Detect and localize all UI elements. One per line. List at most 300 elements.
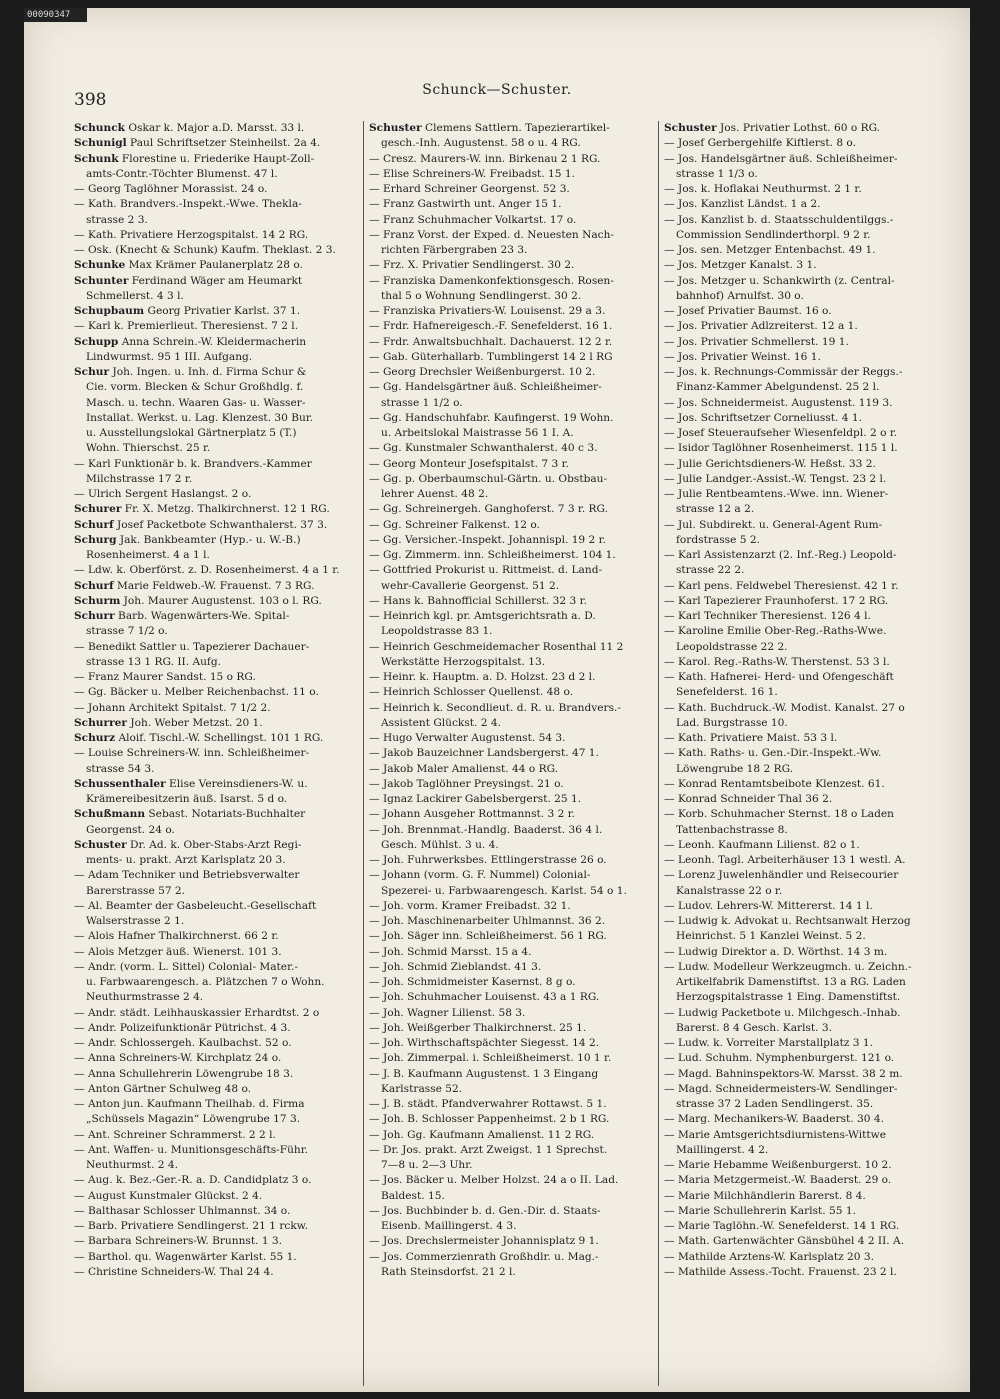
entry-line [369, 1173, 654, 1188]
entry-line [74, 319, 359, 334]
entry-line [369, 853, 654, 868]
entry-line [369, 197, 654, 212]
entry-line [369, 533, 654, 548]
entry-text: — Marie Amtsgerichtsdiurnistens-Wittwe [664, 1128, 886, 1141]
entry-text: — Karl Assistenzarzt (2. Inf.-Reg.) Leopold- [664, 549, 897, 561]
surname: Schurf [74, 579, 114, 592]
entry-line [74, 670, 359, 685]
entry-text: — Christine Schneiders-W. Thal 24 4. [74, 1265, 274, 1278]
entry-line [664, 1219, 949, 1234]
entry-text: strasse 13 1 RG. II. Aufg. [86, 655, 221, 668]
entry-text: Maillingerst. 4 2. [676, 1143, 769, 1156]
entry-text: Herzogspitalstrasse 1 Eing. Damenstiftst. [676, 991, 901, 1004]
entry-text: — Gab. Güterhallarb. Tumblingerst 14 2 l RG [369, 350, 613, 363]
entry-heading-line [369, 121, 654, 136]
entry-line [369, 929, 654, 944]
surname: Schupp [74, 335, 119, 348]
entry-text: — Jos. Privatier Schmellerst. 19 1. [664, 335, 849, 348]
entry-line [369, 960, 654, 975]
entry-text: — Heinrich k. Secondlieut. d. R. u. Brandvers.- [369, 701, 621, 714]
entry-line [74, 853, 359, 868]
entry-line [664, 853, 949, 868]
entry-line [369, 609, 654, 624]
entry-line [664, 594, 949, 609]
entry-line [664, 457, 949, 472]
entry-text: — Elise Schreiners-W. Freibadst. 15 1. [369, 167, 575, 180]
entry-line [664, 975, 949, 990]
entry-line [369, 838, 654, 853]
entry-text: — Jos. sen. Metzger Entenbachst. 49 1. [664, 244, 876, 256]
entry-text: — Alois Hafner Thalkirchnerst. 66 2 r. [74, 930, 279, 943]
entry-text: u. Farbwaarengesch. a. Plätzchen 7 o Wohn. [86, 976, 325, 988]
entry-text: — Benedikt Sattler u. Tapezierer Dachauer- [74, 640, 310, 653]
entry-heading-line [74, 579, 359, 594]
entry-text: — Franz Gastwirth unt. Anger 15 1. [369, 198, 562, 211]
entry-line [664, 197, 949, 212]
entry-line [74, 1234, 359, 1249]
entry-text: Tattenbachstrasse 8. [676, 823, 788, 836]
entry-text: — Erhard Schreiner Georgenst. 52 3. [369, 183, 570, 195]
entry-line [369, 792, 654, 807]
surname: Schuster [74, 838, 127, 851]
entry-text: Barerstrasse 57 2. [86, 884, 186, 897]
entry-text: Oskar k. Major a.D. Marsst. 33 l. [125, 122, 305, 134]
entry-line [74, 289, 359, 304]
entry-line [369, 136, 654, 151]
entry-text: — Joh. B. Schlosser Pappenheimst. 2 b 1 RG. [369, 1113, 610, 1126]
entry-text: — Konrad Schneider Thal 36 2. [664, 793, 833, 805]
entry-text: — Georg Taglöhner Morassist. 24 o. [74, 183, 268, 195]
entry-line [74, 411, 359, 426]
entry-text: — Ludwig Packetbote u. Milchgesch.-Inhab. [664, 1006, 901, 1019]
entry-line [664, 289, 949, 304]
entry-text: — Joh. Schuhmacher Louisenst. 43 a 1 RG. [369, 991, 600, 1004]
entry-text: — Franziska Damenkonfektionsgesch. Rosen- [369, 274, 614, 287]
entry-text: Neuthurmstrasse 2 4. [86, 991, 204, 1004]
entry-line [664, 990, 949, 1005]
entry-text: — Jakob Taglöhner Preysingst. 21 o. [369, 777, 564, 790]
entry-line [664, 319, 949, 334]
entry-column-3 [664, 121, 949, 1280]
entry-line [664, 716, 949, 731]
entry-line [369, 1112, 654, 1127]
entry-text: — Karol. Reg.-Raths-W. Therstenst. 53 3 l. [664, 655, 890, 668]
entry-text: — Mathilde Assess.-Tocht. Frauenst. 23 2 l. [664, 1265, 897, 1278]
entry-text: gesch.-Inh. Augustenst. 58 o u. 4 RG. [381, 137, 581, 150]
entry-line [369, 1051, 654, 1066]
entry-line [369, 1036, 654, 1051]
entry-text: — Jos. Handelsgärtner äuß. Schleißheimer- [664, 152, 898, 165]
entry-text: — Anton Gärtner Schulweg 48 o. [74, 1082, 252, 1095]
entry-heading-line [74, 274, 359, 289]
entry-line [664, 777, 949, 792]
entry-text: — Jos. Drechslermeister Johannisplatz 9 1. [369, 1235, 599, 1248]
entry-line [369, 1250, 654, 1265]
entry-line [369, 319, 654, 334]
entry-heading-line [74, 121, 359, 136]
entry-text: — Gg. Bäcker u. Melber Reichenbachst. 11 o. [74, 686, 319, 699]
surname: Schunke [74, 259, 126, 272]
entry-line [369, 243, 654, 258]
entry-text: — Leonh. Tagl. Arbeiterhäuser 13 1 westl. A. [664, 854, 906, 866]
entry-line [369, 396, 654, 411]
entry-line [664, 1036, 949, 1051]
entry-text: Leopoldstrasse 22 2. [676, 640, 788, 653]
entry-text: wehr-Cavallerie Georgenst. 51 2. [381, 579, 560, 592]
entry-text: Sebast. Notariats-Buchhalter [145, 808, 306, 821]
entry-line [369, 167, 654, 182]
entry-line [74, 655, 359, 670]
entry-text: Barerst. 8 4 Gesch. Karlst. 3. [676, 1021, 833, 1034]
entry-text: strasse 37 2 Laden Sendlingerst. 35. [676, 1098, 874, 1110]
entry-text: — Josef Steueraufseher Wiesenfeldpl. 2 o r. [664, 427, 898, 439]
entry-text: strasse 7 1/2 o. [86, 625, 168, 638]
entry-text: Max Krämer Paulanerplatz 28 o. [125, 259, 303, 272]
entry-text: — Jos. Schriftsetzer Corneliusst. 4 1. [664, 411, 862, 424]
entry-text: strasse 12 a 2. [676, 503, 755, 516]
surname: Schunk [74, 152, 119, 165]
surname: Schunigl [74, 137, 127, 150]
entry-line [664, 609, 949, 624]
entry-text: Joh. Ingen. u. Inh. d. Firma Schur & [109, 366, 307, 378]
surname: Schunter [74, 274, 129, 287]
entry-text: — Joh. Schmid Marsst. 15 a 4. [369, 945, 532, 958]
scan-id-label: 00090347 [24, 8, 87, 22]
directory-page [24, 8, 970, 1392]
entry-text: Rosenheimerst. 4 a 1 l. [86, 549, 210, 561]
entry-text: Masch. u. techn. Waaren Gas- u. Wasser- [86, 396, 306, 409]
entry-text: Installat. Werkst. u. Lag. Klenzest. 30 Bur. [86, 411, 314, 424]
entry-line [369, 990, 654, 1005]
entry-text: Rath Steinsdorfst. 21 2 l. [381, 1265, 516, 1278]
entry-text: — Joh. Fuhrwerksbes. Ettlingerstrasse 26 o. [369, 854, 607, 866]
entry-line [369, 975, 654, 990]
entry-text: Dr. Ad. k. Ober-Stabs-Arzt Regi- [126, 838, 302, 851]
entry-text: — Joh. Maschinenarbeiter Uhlmannst. 36 2. [369, 915, 606, 927]
entry-text: — Jul. Subdirekt. u. General-Agent Rum- [664, 518, 883, 531]
entry-line [74, 1006, 359, 1021]
entry-text: bahnhof) Arnulfst. 30 o. [676, 289, 804, 302]
entry-line [74, 990, 359, 1005]
entry-text: — Jos. Privatier Weinst. 16 1. [664, 350, 821, 363]
entry-line [664, 579, 949, 594]
entry-line [664, 1082, 949, 1097]
entry-line [74, 929, 359, 944]
surname: Schurrer [74, 716, 127, 729]
entry-line [664, 1250, 949, 1265]
entry-text: — Joh. vorm. Kramer Freibadst. 32 1. [369, 899, 571, 912]
entry-heading-line [74, 335, 359, 350]
entry-line [369, 502, 654, 517]
entry-line [74, 1265, 359, 1280]
entry-text: Josef Packetbote Schwanthalerst. 37 3. [113, 518, 328, 531]
entry-text: — Magd. Bahninspektors-W. Marsst. 38 2 m. [664, 1067, 903, 1080]
entry-text: Barb. Wagenwärters-We. Spital- [114, 610, 290, 622]
entry-heading-line [664, 121, 949, 136]
entry-line [369, 746, 654, 761]
entry-heading-line [74, 518, 359, 533]
entry-line [369, 899, 654, 914]
entry-text: — Johann (vorm. G. F. Nummel) Colonial- [369, 869, 591, 882]
entry-heading-line [74, 533, 359, 548]
entry-line [369, 762, 654, 777]
entry-line [664, 258, 949, 273]
entry-text: — Konrad Rentamtsbeibote Klenzest. 61. [664, 777, 885, 790]
entry-text: Löwengrube 18 2 RG. [676, 762, 794, 775]
entry-line [369, 472, 654, 487]
entry-line [369, 1204, 654, 1219]
entry-line [74, 243, 359, 258]
entry-text: — Barthol. qu. Wagenwärter Karlst. 55 1. [74, 1250, 297, 1263]
entry-text: Joh. Weber Metzst. 20 1. [127, 716, 263, 729]
entry-line [664, 624, 949, 639]
entry-text: — Joh. Schmidmeister Kasernst. 8 g o. [369, 976, 576, 988]
entry-line [369, 1219, 654, 1234]
entry-line [664, 518, 949, 533]
entry-line [369, 365, 654, 380]
entry-text: — Kath. Hafnerei- Herd- und Ofengeschäft [664, 671, 894, 683]
entry-text: — Al. Beamter der Gasbeleucht.-Gesellschaft [74, 899, 317, 912]
entry-line [74, 762, 359, 777]
entry-text: — Karl Tapezierer Fraunhoferst. 17 2 RG. [664, 594, 889, 607]
entry-text: — Julie Landger.-Assist.-W. Tengst. 23 2 l. [664, 472, 887, 485]
entry-line [664, 502, 949, 517]
entry-text: Senefelderst. 16 1. [676, 686, 778, 699]
entry-text: — Kath. Privatiere Maist. 53 3 l. [664, 732, 838, 744]
entry-text: — Jakob Bauzeichner Landsbergerst. 47 1. [369, 747, 599, 760]
entry-text: — Ludwig Direktor a. D. Wörthst. 14 3 m. [664, 945, 888, 958]
entry-text: Walserstrasse 2 1. [86, 915, 185, 927]
entry-line [664, 1067, 949, 1082]
entry-text: u. Arbeitslokal Maistrasse 56 1 I. A. [381, 427, 574, 439]
column-divider [658, 121, 659, 1386]
entry-line [74, 457, 359, 472]
entry-line [664, 548, 949, 563]
surname: Schussenthaler [74, 777, 166, 790]
entry-line [74, 441, 359, 456]
entry-line [664, 1158, 949, 1173]
entry-text: — Ludov. Lehrers-W. Mittererst. 14 1 l. [664, 899, 873, 912]
entry-text: — Gg. Handschuhfabr. Kaufingerst. 19 Wohn. [369, 411, 614, 424]
entry-line [369, 1143, 654, 1158]
entry-line [664, 396, 949, 411]
entry-heading-line [74, 136, 359, 151]
entry-line [664, 304, 949, 319]
entry-line [664, 960, 949, 975]
entry-heading-line [74, 716, 359, 731]
surname: Schußmann [74, 808, 146, 821]
entry-line [369, 258, 654, 273]
entry-text: — Ulrich Sergent Haslangst. 2 o. [74, 488, 252, 500]
entry-line [369, 441, 654, 456]
running-head: Schunck—Schuster. [422, 82, 572, 98]
entry-line [74, 945, 359, 960]
entry-text: Anna Schrein.-W. Kleidermacherin [118, 335, 307, 348]
entry-text: — Ignaz Lackirer Gabelsbergerst. 25 1. [369, 793, 582, 805]
entry-line [369, 716, 654, 731]
entry-text: — Julie Rentbeamtens.-Wwe. inn. Wiener- [664, 488, 889, 500]
entry-line [369, 594, 654, 609]
entry-text: — Karl k. Premierlieut. Theresienst. 7 2 l. [74, 320, 299, 333]
entry-line [664, 243, 949, 258]
entry-heading-line [74, 807, 359, 822]
entry-text: — Gg. Zimmerm. inn. Schleißheimerst. 104 1. [369, 549, 616, 561]
entry-text: — Josef Privatier Baumst. 16 o. [664, 305, 832, 317]
entry-line [74, 1189, 359, 1204]
entry-text: — Isidor Taglöhner Rosenheimerst. 115 1 l. [664, 442, 898, 455]
surname: Schurg [74, 533, 117, 546]
entry-heading-line [74, 777, 359, 792]
entry-line [74, 197, 359, 212]
entry-text: — Heinrich Geschmeidemacher Rosenthal 11 2 [369, 640, 624, 653]
entry-line [74, 868, 359, 883]
entry-text: — J. B. städt. Pfandverwahrer Rottawst. 5 1. [369, 1098, 607, 1110]
entry-line [369, 685, 654, 700]
entry-text: strasse 54 3. [86, 762, 155, 775]
entry-line [369, 868, 654, 883]
entry-line [74, 746, 359, 761]
entry-text: — Marie Milchhändlerin Barerst. 8 4. [664, 1189, 866, 1202]
entry-line [74, 1082, 359, 1097]
entry-line [74, 167, 359, 182]
entry-line [369, 823, 654, 838]
entry-text: — Jos. Commerzienrath Großhdlr. u. Mag.- [369, 1250, 599, 1263]
entry-line [74, 914, 359, 929]
entry-text: — Alois Metzger äuß. Wienerst. 101 3. [74, 945, 282, 958]
entry-text: — Kath. Brandvers.-Inspekt.-Wwe. Thekla- [74, 198, 302, 211]
entry-line [74, 350, 359, 365]
entry-line [664, 914, 949, 929]
entry-line [664, 731, 949, 746]
entry-line [369, 807, 654, 822]
entry-line [74, 1112, 359, 1127]
entry-column-2 [369, 121, 654, 1280]
entry-line [664, 182, 949, 197]
entry-line [369, 1234, 654, 1249]
entry-line [664, 213, 949, 228]
entry-text: fordstrasse 5 2. [676, 533, 760, 546]
entry-line [664, 899, 949, 914]
entry-line [369, 426, 654, 441]
entry-text: — Hans k. Bahnofficial Schillerst. 32 3 r. [369, 594, 587, 607]
entry-text: — Kath. Buchdruck.-W. Modist. Kanalst. 27 o [664, 701, 905, 714]
entry-line [369, 624, 654, 639]
entry-text: — Ludw. Modelleur Werkzeugmch. u. Zeichn.- [664, 960, 912, 973]
entry-heading-line [74, 365, 359, 380]
surname: Schunck [74, 122, 125, 134]
entry-line [664, 1265, 949, 1280]
entry-line [369, 304, 654, 319]
entry-line [369, 1021, 654, 1036]
entry-text: Leopoldstrasse 83 1. [381, 625, 493, 638]
entry-text: — Andr. städt. Leihhauskassier Erhardtst. 2 o [74, 1006, 320, 1019]
entry-text: Baldest. 15. [381, 1189, 445, 1202]
entry-text: — Ludwig k. Advokat u. Rechtsanwalt Herzog [664, 915, 911, 927]
entry-line [369, 182, 654, 197]
entry-line [664, 868, 949, 883]
entry-line [369, 1082, 654, 1097]
entry-text: lehrer Auenst. 48 2. [381, 488, 489, 500]
entry-line [664, 1189, 949, 1204]
entry-line [369, 777, 654, 792]
entry-text: — Magd. Schneidermeisters-W. Sendlinger- [664, 1082, 898, 1095]
entry-line [664, 533, 949, 548]
entry-text: Milchstrasse 17 2 r. [86, 472, 193, 485]
entry-text: — Joh. Wagner Lilienst. 58 3. [369, 1006, 526, 1019]
entry-text: — Johann Ausgeher Rottmannst. 3 2 r. [369, 808, 576, 821]
entry-line [74, 1173, 359, 1188]
entry-text: Wohn. Thierschst. 25 r. [86, 442, 211, 455]
entry-text: — Adam Techniker und Betriebsverwalter [74, 869, 300, 882]
entry-line [74, 1097, 359, 1112]
entry-text: — Andr. Schlossergeh. Kaulbachst. 52 o. [74, 1037, 292, 1049]
entry-text: — Heinrich Schlosser Quellenst. 48 o. [369, 686, 574, 699]
entry-line [664, 945, 949, 960]
entry-line [369, 380, 654, 395]
entry-text: Lindwurmst. 95 1 III. Aufgang. [86, 350, 253, 363]
entry-line [74, 228, 359, 243]
entry-line [74, 426, 359, 441]
entry-heading-line [74, 304, 359, 319]
entry-text: — Joh. Weißgerber Thalkirchnerst. 25 1. [369, 1021, 587, 1034]
entry-text: — J. B. Kaufmann Augustenst. 1 3 Eingang [369, 1067, 599, 1080]
entry-text: — Lud. Schuhm. Nymphenburgerst. 121 o. [664, 1052, 895, 1065]
entry-text: — Heinr. k. Hauptm. a. D. Holzst. 23 d 2 l. [369, 671, 596, 683]
entry-text: strasse 22 2. [676, 564, 745, 577]
entry-line [664, 762, 949, 777]
entry-text: — Maria Metzgermeist.-W. Baaderst. 29 o. [664, 1174, 892, 1187]
entry-text: — Joh. Schmid Zieblandst. 41 3. [369, 960, 542, 973]
entry-text: — Jos. k. Rechnungs-Commissär der Reggs.- [664, 366, 903, 378]
entry-line [664, 487, 949, 502]
entry-text: — Karoline Emilie Ober-Reg.-Raths-Wwe. [664, 625, 887, 638]
entry-line [664, 655, 949, 670]
entry-text: Spezerei- u. Farbwaarengesch. Karlst. 54 o 1. [381, 884, 627, 897]
entry-line [369, 411, 654, 426]
entry-text: Jos. Privatier Lothst. 60 o RG. [716, 122, 881, 134]
entry-text: Marie Feldweb.-W. Frauenst. 7 3 RG. [113, 579, 315, 592]
entry-line [664, 441, 949, 456]
entry-line [369, 1189, 654, 1204]
entry-text: — Osk. (Knecht & Schunk) Kaufm. Theklast. 2 3. [74, 244, 336, 256]
entry-text: — Jos. Kanzlist b. d. Staatsschuldentilggs.- [664, 213, 894, 226]
entry-line [664, 1006, 949, 1021]
entry-text: — Frdr. Hafnereigesch.-F. Senefelderst. 16 1. [369, 320, 613, 333]
entry-line [74, 640, 359, 655]
entry-text: — Louise Schreiners-W. inn. Schleißheimer- [74, 747, 310, 760]
entry-line [369, 213, 654, 228]
entry-text: — Franz Schuhmacher Volkartst. 17 o. [369, 213, 577, 226]
entry-text: richten Färbergraben 23 3. [381, 244, 528, 256]
entry-line [664, 152, 949, 167]
entry-text: — Andr. Polizeifunktionär Pütrichst. 4 3. [74, 1021, 291, 1034]
entry-line [664, 167, 949, 182]
entry-line [664, 228, 949, 243]
entry-text: — Jos. Metzger Kanalst. 3 1. [664, 259, 817, 272]
entry-text: — Mathilde Arztens-W. Karlsplatz 20 3. [664, 1250, 875, 1263]
entry-text: Jak. Bankbeamter (Hyp.- u. W.-B.) [116, 533, 301, 546]
entry-heading-line [74, 609, 359, 624]
page-number: 398 [74, 90, 107, 110]
entry-text: Krämereibesitzerin äuß. Isarst. 5 d o. [86, 793, 288, 805]
entry-line [369, 914, 654, 929]
entry-line [664, 884, 949, 899]
entry-line [74, 1250, 359, 1265]
entry-line [664, 640, 949, 655]
entry-text: — Jos. Schneidermeist. Augustenst. 119 3. [664, 396, 893, 409]
entry-text: — Heinrich kgl. pr. Amtsgerichtsrath a. D. [369, 610, 596, 622]
entry-line [74, 1051, 359, 1066]
